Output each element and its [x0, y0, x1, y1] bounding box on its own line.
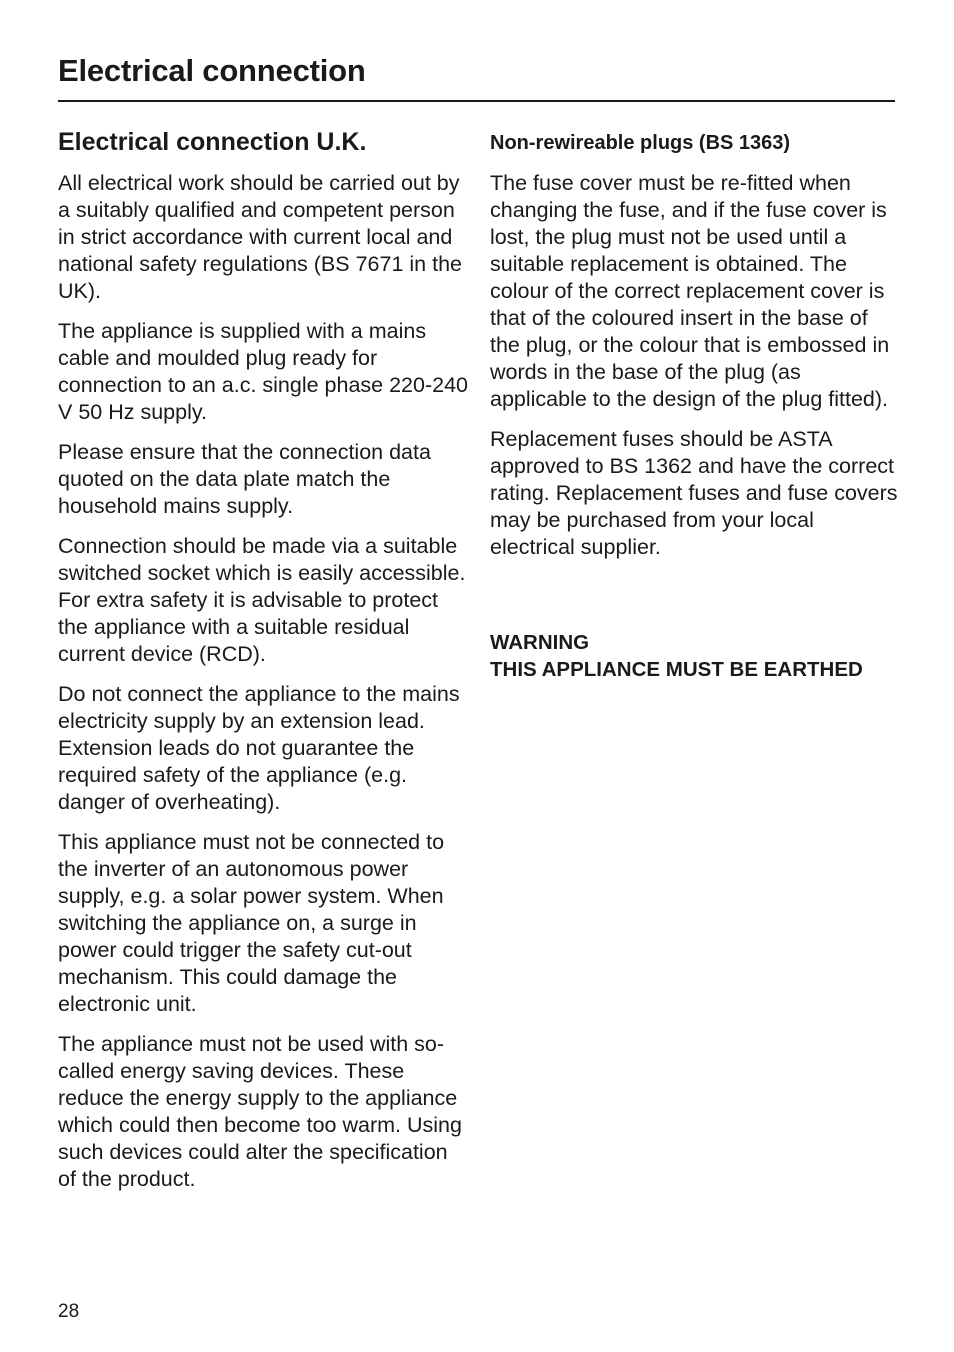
page-number: 28 [58, 1301, 80, 1322]
warning-block [490, 629, 900, 683]
section-heading-uk-connection: Electrical connection U.K. [58, 128, 367, 156]
warning-label: WARNING [490, 631, 590, 654]
page-title: Electrical connection [58, 53, 366, 88]
subheading-non-rewireable-plugs: Non-rewireable plugs (BS 1363) [490, 132, 791, 154]
left-column [58, 124, 468, 1206]
paragraph-fuse-cover: The fuse cover must be re-fitted when changing the fuse, and if the fuse cover is lost, the plug must not be used until a suitable replacement is obtained. The colour of the correct replacement cover is that of the coloured insert in the base of the plug, or the colour that is embossed in words in the base of the plug (as applicable to the design of the plug fitted). [490, 171, 890, 411]
paragraph-switched-socket: Connection should be made via a suitable switched socket which is easily accessible. For extra safety it is advisable to protect the appliance with a suitable residual current device (RCD). [58, 534, 466, 666]
paragraph-qualified-person: All electrical work should be carried out by a suitably qualified and competent person in strict accordance with current local and national safety regulations (BS 7671 in the UK). [58, 171, 462, 303]
paragraph-energy-saving: The appliance must not be used with so-called energy saving devices. These reduce the energy supply to the appliance which could then become too warm. Using such devices could alter the specification of the product. [58, 1032, 462, 1191]
paragraph-extension-lead: Do not connect the appliance to the mains electricity supply by an extension lead. Extension leads do not guarantee the required safety of the appliance (e.g. danger of overheating). [58, 682, 460, 814]
paragraph-inverter: This appliance must not be connected to the inverter of an autonomous power supply, e.g. a solar power system. When switching the appliance on, a surge in power could trigger the safety cut-out mechanism. This could damage the electronic unit. [58, 830, 445, 1016]
title-divider [58, 100, 895, 102]
warning-text: THIS APPLIANCE MUST BE EARTHED [490, 658, 863, 681]
paragraph-replacement-fuses: Replacement fuses should be ASTA approved to BS 1362 and have the correct rating. Replacement fuses and fuse covers may be purchased from your local electrical supplier. [490, 427, 898, 559]
paragraph-data-plate: Please ensure that the connection data quoted on the data plate match the household mains supply. [58, 440, 431, 518]
right-column [490, 124, 900, 683]
paragraph-mains-cable: The appliance is supplied with a mains cable and moulded plug ready for connection to an a.c. single phase 220-240 V 50 Hz supply. [58, 319, 468, 424]
